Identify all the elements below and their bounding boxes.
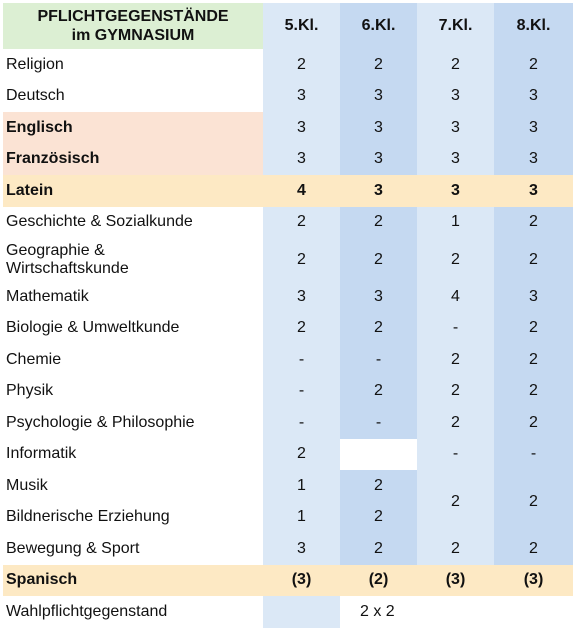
table-title-line1: PFLICHTGEGENSTÄNDE [37, 8, 229, 25]
hours-cell: 4 [263, 175, 340, 207]
hours-cell: 2 [417, 533, 494, 565]
hours-cell-merged: 2 [494, 470, 573, 533]
subject-name: Bildnerische Erziehung [6, 508, 170, 526]
elective-hours: 2 x 2 [360, 602, 395, 620]
hours-cell: 2 [263, 313, 340, 345]
hours-cell: 2 [340, 49, 417, 81]
subject-name: Religion [6, 55, 64, 73]
table-row [3, 596, 573, 628]
subject-name: Informatik [6, 445, 77, 463]
hours-cell: (3) [494, 565, 573, 597]
subject-name: Latein [3, 175, 263, 207]
grade-header-6: 6.Kl. [340, 3, 417, 49]
hours-cell: 2 [417, 376, 494, 408]
table-row [3, 565, 573, 597]
hours-cell: 3 [417, 112, 494, 144]
subject-name-line1: Geographie & [6, 241, 105, 259]
subject-name: Musik [6, 476, 48, 494]
hours-cell: 2 [417, 344, 494, 376]
hours-cell: 2 [494, 49, 573, 81]
hours-cell [263, 596, 340, 628]
table-row [3, 470, 573, 502]
hours-cell: 1 [263, 502, 340, 534]
table-row [3, 144, 573, 176]
table-row [3, 281, 573, 313]
hours-cell: 3 [417, 175, 494, 207]
hours-cell: 3 [417, 81, 494, 113]
hours-cell: 3 [494, 281, 573, 313]
hours-cell: 2 [417, 407, 494, 439]
hours-cell: 3 [340, 281, 417, 313]
table-title-line2: im GYMNASIUM [71, 27, 195, 44]
table-row [3, 344, 573, 376]
hours-cell: 3 [263, 144, 340, 176]
subject-name: Spanisch [3, 565, 263, 597]
table-row [3, 376, 573, 408]
table-row [3, 207, 573, 239]
subject-name: Physik [6, 382, 54, 400]
table-row [3, 112, 573, 144]
hours-cell: 1 [417, 207, 494, 239]
subject-hours-table [3, 3, 573, 628]
hours-cell: 2 [494, 313, 573, 345]
hours-cell: 2 [263, 238, 340, 281]
hours-cell: 2 [494, 407, 573, 439]
hours-cell-merged: 2 [417, 470, 494, 533]
grade-header-5: 5.Kl. [263, 3, 340, 49]
subject-name: Mathematik [6, 287, 89, 305]
subject-name-line2: Wirtschaftskunde [6, 259, 129, 277]
hours-cell: 2 [494, 376, 573, 408]
hours-cell: 2 [340, 313, 417, 345]
hours-cell: 2 [494, 207, 573, 239]
hours-cell: 3 [417, 144, 494, 176]
hours-cell: - [340, 407, 417, 439]
hours-cell: 2 [494, 238, 573, 281]
hours-cell: 3 [340, 112, 417, 144]
table-row [3, 313, 573, 345]
hours-cell: 2 [494, 533, 573, 565]
hours-cell [340, 439, 417, 471]
hours-cell: 2 [340, 207, 417, 239]
hours-cell: 2 [340, 470, 417, 502]
table-row [3, 49, 573, 81]
hours-cell: 3 [340, 144, 417, 176]
hours-cell: - [340, 344, 417, 376]
hours-cell: - [494, 439, 573, 471]
hours-cell: 2 [417, 238, 494, 281]
table-row [3, 533, 573, 565]
subject-name: Biologie & Umweltkunde [6, 319, 180, 337]
header-row [3, 3, 573, 49]
hours-cell: (3) [263, 565, 340, 597]
hours-cell: 3 [263, 81, 340, 113]
hours-cell: - [417, 439, 494, 471]
subject-name: Deutsch [6, 87, 65, 105]
hours-cell: 3 [494, 81, 573, 113]
grade-header-8: 8.Kl. [494, 3, 573, 49]
hours-cell: 4 [417, 281, 494, 313]
hours-cell: 3 [494, 175, 573, 207]
hours-cell: 3 [340, 175, 417, 207]
hours-cell: 2 [263, 207, 340, 239]
hours-cell: 3 [494, 144, 573, 176]
table-row [3, 439, 573, 471]
grade-header-7: 7.Kl. [417, 3, 494, 49]
hours-cell: 3 [494, 112, 573, 144]
subject-name: Chemie [6, 350, 62, 368]
hours-cell: 3 [263, 112, 340, 144]
hours-cell: 2 [340, 533, 417, 565]
subject-name: Französisch [3, 144, 263, 176]
subject-name [3, 238, 263, 281]
table-title [3, 3, 263, 49]
hours-cell: 2 [340, 502, 417, 534]
hours-cell: (3) [417, 565, 494, 597]
hours-cell: 2 [263, 439, 340, 471]
hours-cell: 1 [263, 470, 340, 502]
subject-name: Wahlpflichtgegenstand [6, 602, 168, 620]
hours-cell: 2 [494, 344, 573, 376]
hours-cell: - [263, 344, 340, 376]
table-row [3, 81, 573, 113]
hours-cell: (2) [340, 565, 417, 597]
subject-name: Psychologie & Philosophie [6, 413, 195, 431]
hours-cell: - [263, 376, 340, 408]
hours-cell: - [417, 313, 494, 345]
table-row [3, 407, 573, 439]
hours-cell: 3 [340, 81, 417, 113]
subject-name: Geschichte & Sozialkunde [6, 213, 193, 231]
subject-name: Bewegung & Sport [6, 539, 140, 557]
hours-cell: 2 [340, 376, 417, 408]
hours-cell: - [263, 407, 340, 439]
hours-cell: 2 [417, 49, 494, 81]
hours-cell: 3 [263, 533, 340, 565]
hours-cell: 2 [263, 49, 340, 81]
hours-cell: 3 [263, 281, 340, 313]
table-row [3, 175, 573, 207]
subject-name: Englisch [3, 112, 263, 144]
hours-cell: 2 [340, 238, 417, 281]
table-row [3, 238, 573, 281]
hours-cell [494, 596, 573, 628]
